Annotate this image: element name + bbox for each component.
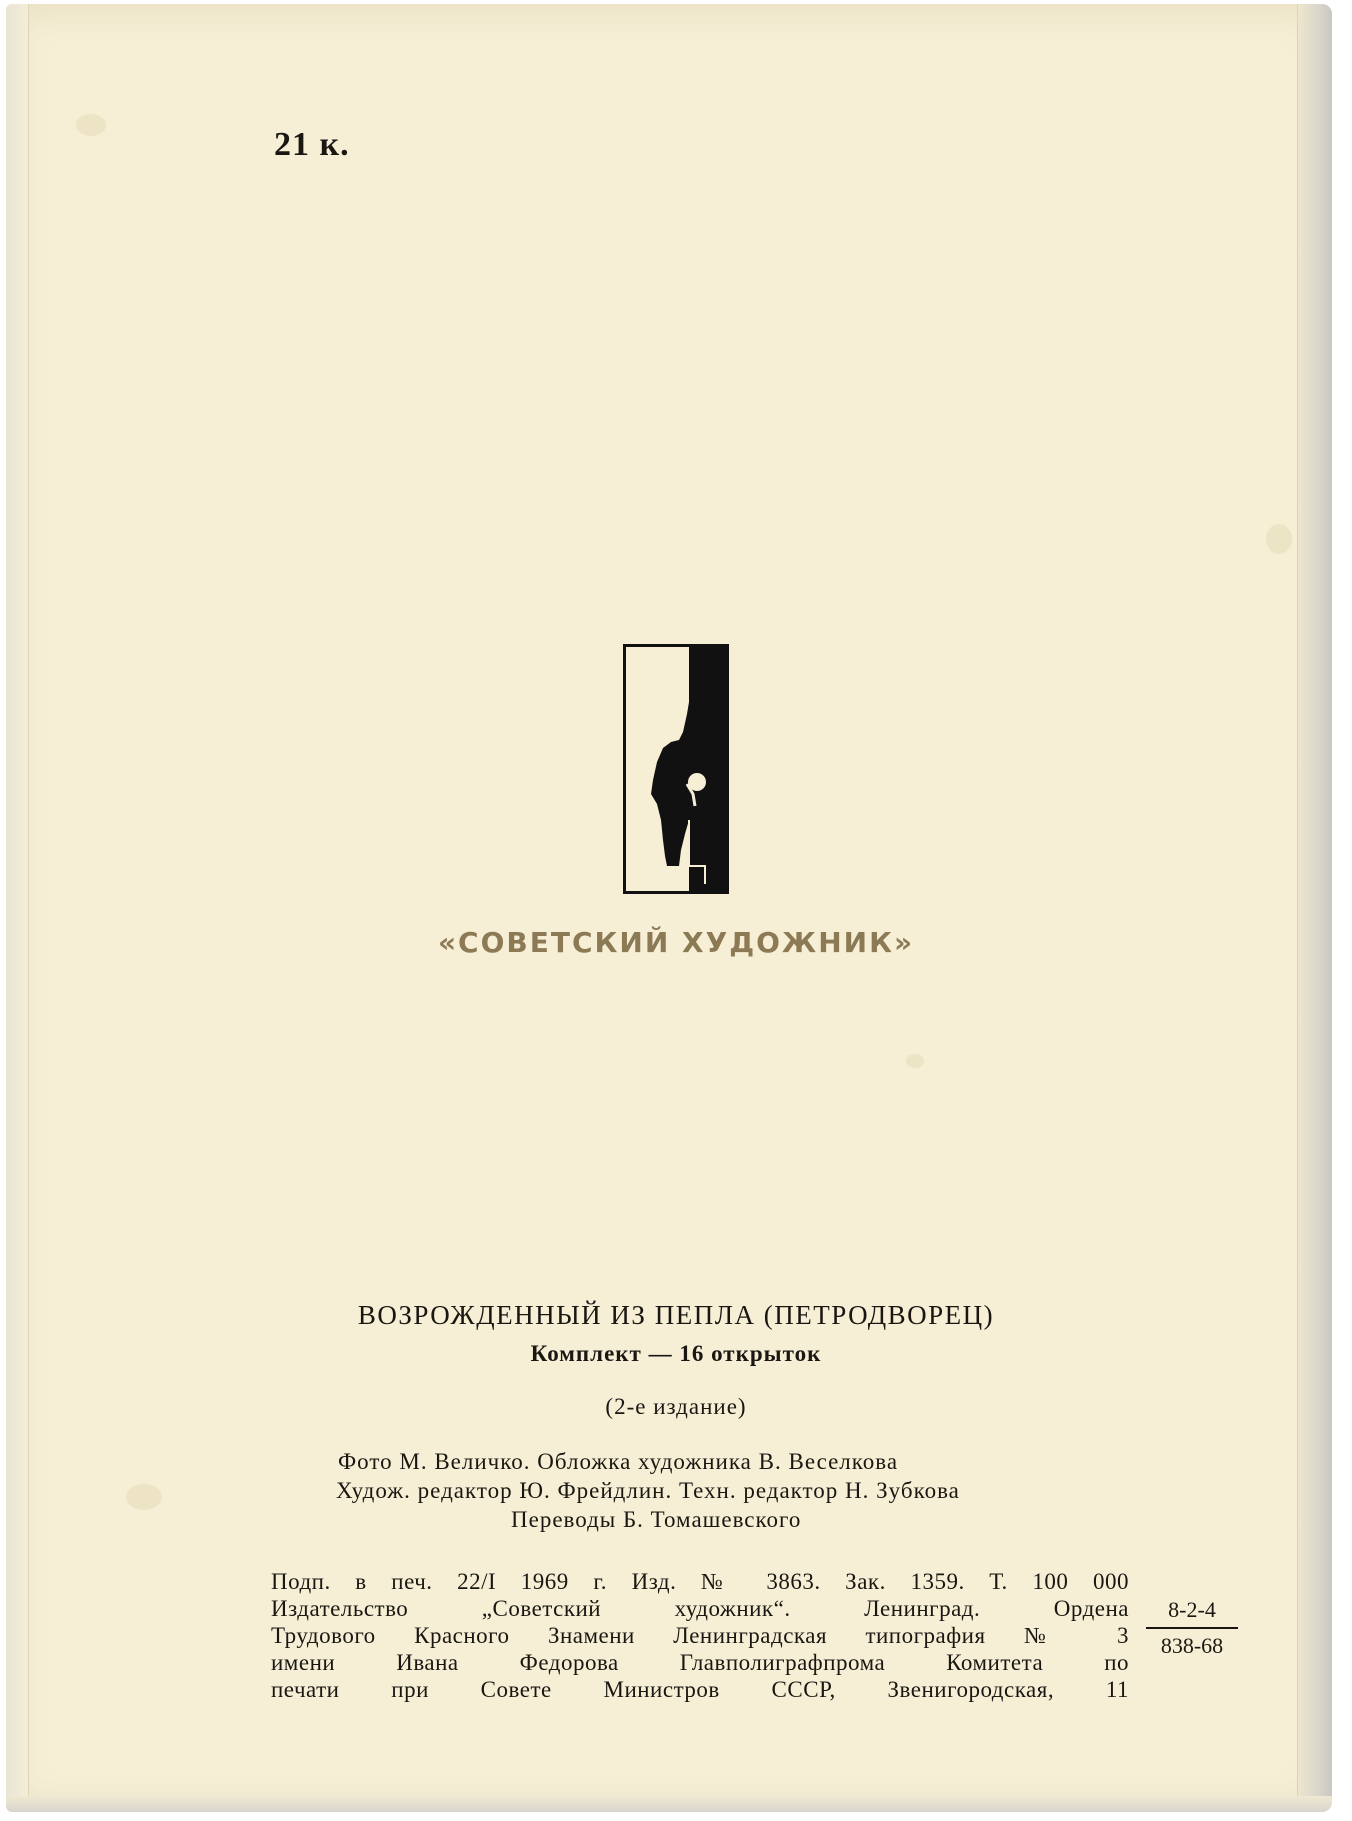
left-spine-edge [6,4,29,1812]
booklet-subtitle: Комплект — 16 открыток [530,1341,822,1366]
imprint-line: печати при Совете Министров СССР, Звенигородская, 11 [271,1677,1129,1702]
right-spine-edge [1297,4,1332,1812]
bottom-edge [6,1796,1332,1812]
paper-stain [76,114,106,136]
paper-stain [126,1484,162,1510]
price-label: 21 к. [274,126,350,163]
catalog-code-bottom: 838-68 [1160,1633,1224,1658]
credits-line: Худож. редактор Ю. Фрейдлин. Техн. редактор Н. Зубкова [336,1478,960,1503]
booklet-back-cover [6,4,1332,1812]
credits-line: Переводы Б. Томашевского [511,1507,802,1532]
imprint-line: Трудового Красного Знамени Ленинградская типография № 3 [271,1623,1129,1648]
imprint-line: имени Ивана Федорова Главполиграфпрома Комитета по [271,1650,1129,1675]
paper-stain [906,1054,924,1068]
publisher-logo-icon [623,644,729,894]
paper-stain [1266,524,1292,554]
catalog-code-top: 8-2-4 [1146,1597,1238,1629]
imprint-line: Издательство „Советский художник“. Ленинград. Ордена [271,1596,1129,1621]
catalog-code [1146,1597,1238,1659]
credits-block [336,1447,1124,1534]
imprint-block [271,1568,1129,1703]
booklet-title: ВОЗРОЖДЕННЫЙ ИЗ ПЕПЛА (ПЕТРОДВОРЕЦ) [357,1300,995,1330]
edition-note: (2-е издание) [605,1394,747,1419]
credits-line: Фото М. Величко. Обложка художника В. Веселкова [338,1449,899,1474]
imprint-line: Подп. в печ. 22/I 1969 г. Изд. № 3863. Зак. 1359. Т. 100 000 [271,1569,1129,1594]
publisher-name: «СОВЕТСКИЙ ХУДОЖНИК» [437,926,915,959]
